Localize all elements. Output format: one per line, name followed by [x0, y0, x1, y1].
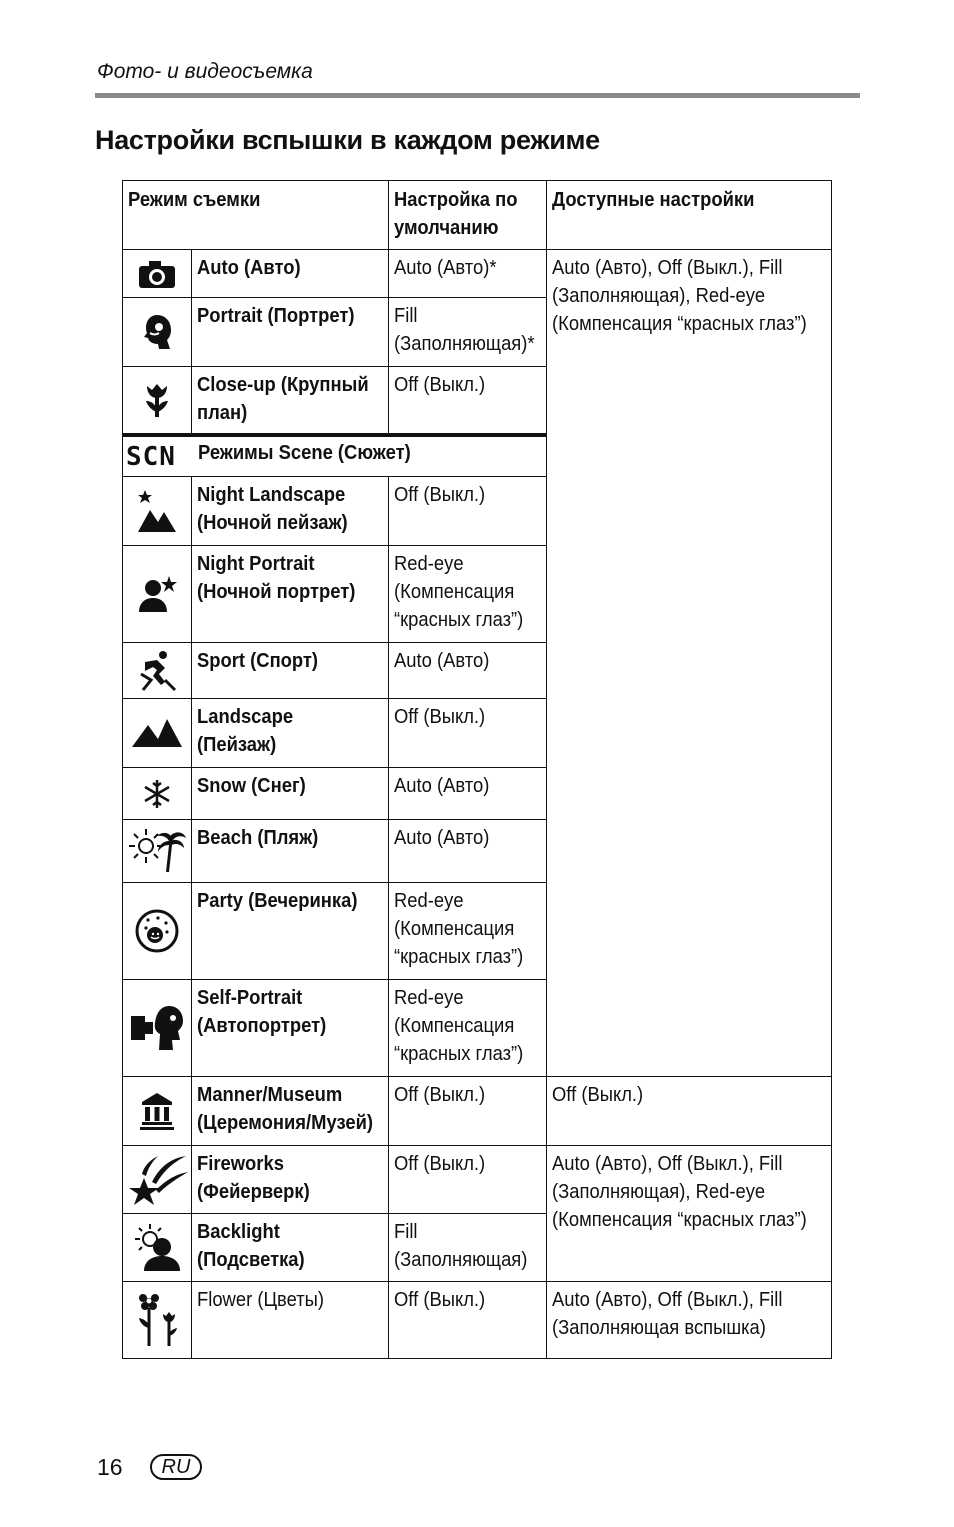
default-setting: Off (Выкл.) [394, 1153, 486, 1175]
mode-name: Beach (Пляж) [197, 827, 319, 849]
table-rule [122, 249, 832, 250]
scn-badge: SCN [126, 442, 176, 472]
mode-name: Auto (Авто) [197, 257, 301, 279]
language-badge: RU [150, 1454, 202, 1480]
table-rule [546, 1076, 832, 1077]
table-rule [388, 249, 389, 435]
column-header-default: Настройка по умолчанию [394, 189, 518, 239]
default-setting: Fill (Заполняющая)* [394, 305, 535, 355]
mode-name: Backlight (Подсветка) [197, 1221, 305, 1271]
mode-name: Flower (Цветы) [197, 1289, 325, 1311]
party-icon [123, 883, 191, 979]
default-setting: Auto (Авто) [394, 827, 490, 849]
table-rule [546, 180, 547, 250]
mode-name: Snow (Снег) [197, 775, 306, 797]
page-title: Настройки вспышки в каждом режиме [95, 125, 600, 155]
mode-name: Landscape (Пейзаж) [197, 706, 294, 756]
mode-name: Night Portrait (Ночной портрет) [197, 553, 356, 603]
sport-icon [123, 643, 191, 698]
available-settings: Auto (Авто), Off (Выкл.), Fill (Заполняющая вспышка) [552, 1289, 783, 1339]
default-setting: Off (Выкл.) [394, 374, 486, 396]
camera-icon [123, 250, 191, 297]
mode-name: Self-Portrait (Автопортрет) [197, 987, 327, 1037]
museum-icon [123, 1077, 191, 1145]
table-rule [546, 1281, 832, 1282]
default-setting: Off (Выкл.) [394, 1084, 486, 1106]
running-header: Фото- и видеосъемка [97, 60, 313, 83]
table-rule [546, 1145, 832, 1146]
page-number: 16 [97, 1454, 123, 1480]
self-portrait-icon [123, 980, 191, 1076]
default-setting: Off (Выкл.) [394, 1289, 486, 1311]
available-settings: Off (Выкл.) [552, 1084, 644, 1106]
default-setting: Off (Выкл.) [394, 706, 486, 728]
mode-name: Night Landscape (Ночной пейзаж) [197, 484, 348, 534]
header-rule [95, 93, 860, 98]
default-setting: Red-eye (Компенсация “красных глаз”) [394, 987, 524, 1065]
table-rule [546, 249, 547, 1359]
table-rule [191, 476, 192, 1359]
mode-name: Portrait (Портрет) [197, 305, 355, 327]
default-setting: Red-eye (Компенсация “красных глаз”) [394, 890, 524, 968]
night-portrait-icon [123, 546, 191, 642]
flower-icon [123, 1282, 191, 1358]
landscape-icon [123, 699, 191, 767]
default-setting: Auto (Авто) [394, 775, 490, 797]
column-header-mode: Режим съемки [128, 189, 261, 211]
fireworks-icon [123, 1146, 191, 1213]
mode-name: Party (Вечеринка) [197, 890, 358, 912]
beach-icon [123, 820, 191, 882]
column-header-available: Доступные настройки [552, 189, 755, 211]
table-rule [388, 476, 389, 1359]
available-settings: Auto (Авто), Off (Выкл.), Fill (Заполняющая), Red-eye (Компенсация “красных глаз”) [552, 1153, 807, 1231]
table-rule [546, 1358, 832, 1359]
table-rule [191, 249, 192, 435]
available-settings: Auto (Авто), Off (Выкл.), Fill (Заполняющая), Red-eye (Компенсация “красных глаз”) [552, 257, 807, 335]
backlight-icon [123, 1214, 191, 1281]
mode-name: Sport (Спорт) [197, 650, 319, 672]
mode-name: Manner/Museum (Церемония/Музей) [197, 1084, 374, 1134]
table-rule [388, 180, 389, 250]
night-landscape-icon [123, 477, 191, 545]
portrait-icon [123, 298, 191, 366]
default-setting: Auto (Авто)* [394, 257, 497, 279]
snow-icon [123, 768, 191, 819]
default-setting: Off (Выкл.) [394, 484, 486, 506]
mode-name: Fireworks (Фейерверк) [197, 1153, 310, 1203]
default-setting: Fill (Заполняющая) [394, 1221, 528, 1271]
default-setting: Auto (Авто) [394, 650, 490, 672]
scene-section-label: Режимы Scene (Сюжет) [198, 442, 411, 464]
mode-name: Close-up (Крупный план) [197, 374, 369, 424]
table-rule [122, 1358, 547, 1359]
default-setting: Red-eye (Компенсация “красных глаз”) [394, 553, 524, 631]
table-rule [122, 180, 832, 181]
table-rule [831, 180, 832, 1359]
closeup-icon [123, 367, 191, 434]
flash-settings-table [122, 180, 831, 1358]
table-rule [122, 434, 547, 435]
